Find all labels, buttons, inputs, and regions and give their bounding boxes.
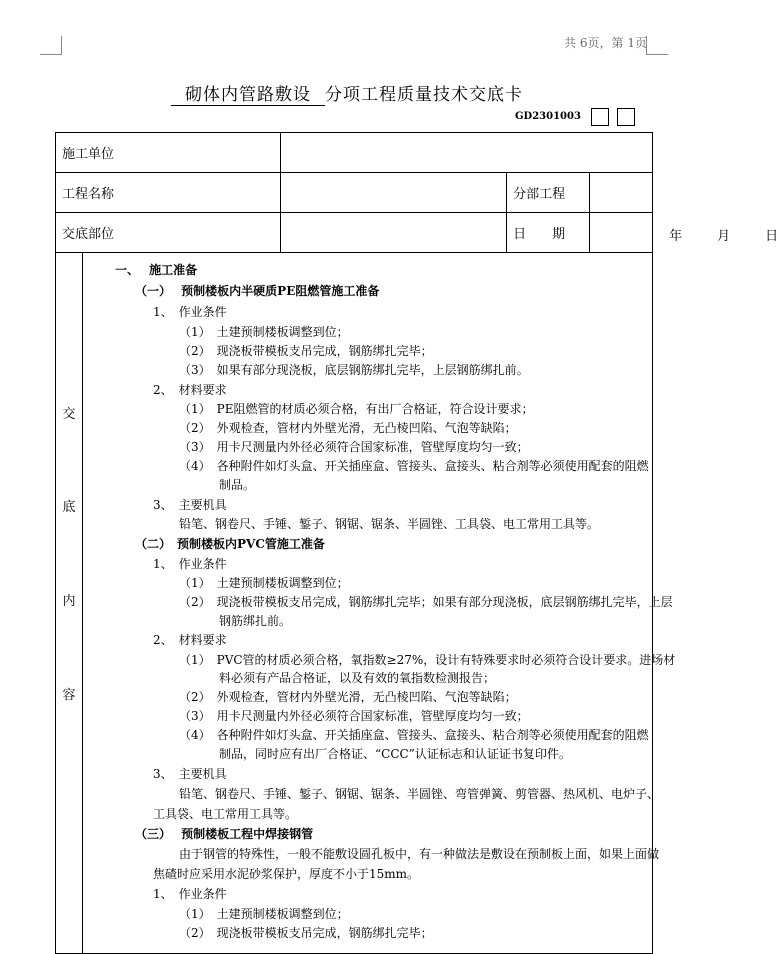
content-line: （3） 如果有部分现浇板，底层钢筋绑扎完毕，上层钢筋绑扎前。	[179, 363, 529, 377]
content-line: （1） PE阻燃管的材质必须合格，有出厂合格证，符合设计要求；	[179, 402, 534, 416]
sub-project-field[interactable]	[590, 173, 653, 213]
content-line: 1、 作业条件	[153, 557, 227, 571]
content-line: 铅笔、钢卷尺、手锤、錾子、钢锯、锯条、半圆锉、工具袋、电工常用工具等。	[179, 517, 600, 531]
content-line: 制品。	[219, 478, 256, 492]
content-line: 3、 主要机具	[153, 767, 227, 781]
content-line: （2） 现浇板带模板支吊完成，钢筋绑扎完毕；	[179, 926, 433, 940]
content-line: 一、 施工准备	[115, 263, 198, 277]
content-line: （二） 预制楼板内PVC管施工准备	[135, 537, 325, 551]
content-line: （3） 用卡尺测量内外径必须符合国家标准，管壁厚度均匀一致；	[179, 709, 529, 723]
content-line: （1） PVC管的材质必须合格，氧指数≥27%，设计有特殊要求时必须符合设计要求。进场材	[179, 653, 676, 667]
side-char: 交	[62, 407, 76, 422]
title-suffix: 分项工程质量技术交底卡	[325, 85, 523, 105]
location-label: 交底部位	[56, 213, 281, 253]
project-label: 工程名称	[56, 173, 281, 213]
date-day: 日	[765, 229, 778, 244]
content-line: （2） 现浇板带模板支吊完成，钢筋绑扎完毕；	[179, 344, 433, 358]
content-line: 制品，同时应有出厂合格证、“CCC”认证标志和认证证书复印件。	[219, 747, 571, 761]
page-title	[171, 80, 523, 106]
content-line: （1） 土建预制楼板调整到位；	[179, 325, 349, 339]
content-line: （一） 预制楼板内半硬质PE阻燃管施工准备	[135, 284, 380, 298]
content-line: 1、 作业条件	[153, 305, 227, 319]
content-line: 料必须有产品合格证，以及有效的氧指数检测报告；	[219, 671, 496, 685]
content-line: （2） 外观检查，管材内外壁光滑，无凸棱凹陷、气泡等缺陷；	[179, 690, 517, 704]
side-char: 内	[62, 594, 76, 609]
crop-mark	[61, 36, 62, 55]
content-area	[83, 253, 676, 954]
content-line: （4） 各种附件如灯头盒、开关插座盒、管接头、盒接头、粘合剂等必须使用配套的阻燃	[179, 728, 649, 742]
content-line: （三） 预制楼板工程中焊接钢管	[135, 827, 314, 841]
side-label	[56, 253, 83, 954]
date-field[interactable]	[590, 213, 778, 253]
form-code: GD2301003	[515, 111, 581, 122]
project-field[interactable]	[281, 173, 507, 213]
location-field[interactable]	[281, 213, 507, 253]
date-label: 日 期	[507, 213, 590, 253]
content-line: 焦碴时应采用水泥砂浆保护，厚度不小于15mm。	[153, 867, 420, 881]
content-line: （2） 现浇板带模板支吊完成，钢筋绑扎完毕；如果有部分现浇板，底层钢筋绑扎完毕，上层	[179, 595, 673, 609]
content-line: 3、 主要机具	[153, 498, 227, 512]
unit-field[interactable]	[281, 133, 653, 173]
side-char: 底	[62, 500, 76, 515]
content-line: 铅笔、钢卷尺、手锤、錾子、钢锯、锯条、半圆锉、弯管弹簧、剪管器、热风机、电炉子、	[179, 787, 660, 801]
content-line: 由于钢管的特殊性，一般不能敷设圆孔板中，有一种做法是敷设在预制板上面，如果上面做	[179, 847, 660, 861]
crop-mark	[646, 54, 668, 55]
side-char: 容	[62, 688, 76, 703]
form-table	[55, 132, 778, 954]
content-line: 钢筋绑扎前。	[219, 614, 292, 628]
content-line: 工具袋、电工常用工具等。	[153, 807, 298, 821]
content-line: （2） 外观检查，管材内外壁光滑，无凸棱凹陷、气泡等缺陷；	[179, 421, 517, 435]
crop-mark	[40, 54, 62, 55]
content-line: （3） 用卡尺测量内外径必须符合国家标准，管壁厚度均匀一致；	[179, 440, 529, 454]
sub-project-label: 分部工程	[507, 173, 590, 213]
content-line: （1） 土建预制楼板调整到位；	[179, 907, 349, 921]
content-line: 2、 材料要求	[153, 383, 227, 397]
title-subject: 砌体内管路敷设	[171, 80, 325, 106]
content-line: （1） 土建预制楼板调整到位；	[179, 576, 349, 590]
checkbox[interactable]	[591, 108, 609, 126]
checkbox[interactable]	[617, 108, 635, 126]
content-line: 1、 作业条件	[153, 887, 227, 901]
content-line: 2、 材料要求	[153, 633, 227, 647]
date-year: 年	[669, 229, 683, 244]
content-line: （4） 各种附件如灯头盒、开关插座盒、管接头、盒接头、粘合剂等必须使用配套的阻燃	[179, 459, 649, 473]
page-info: 共 6页，第 1页	[564, 36, 647, 50]
date-month: 月	[717, 229, 731, 244]
unit-label: 施工单位	[56, 133, 281, 173]
